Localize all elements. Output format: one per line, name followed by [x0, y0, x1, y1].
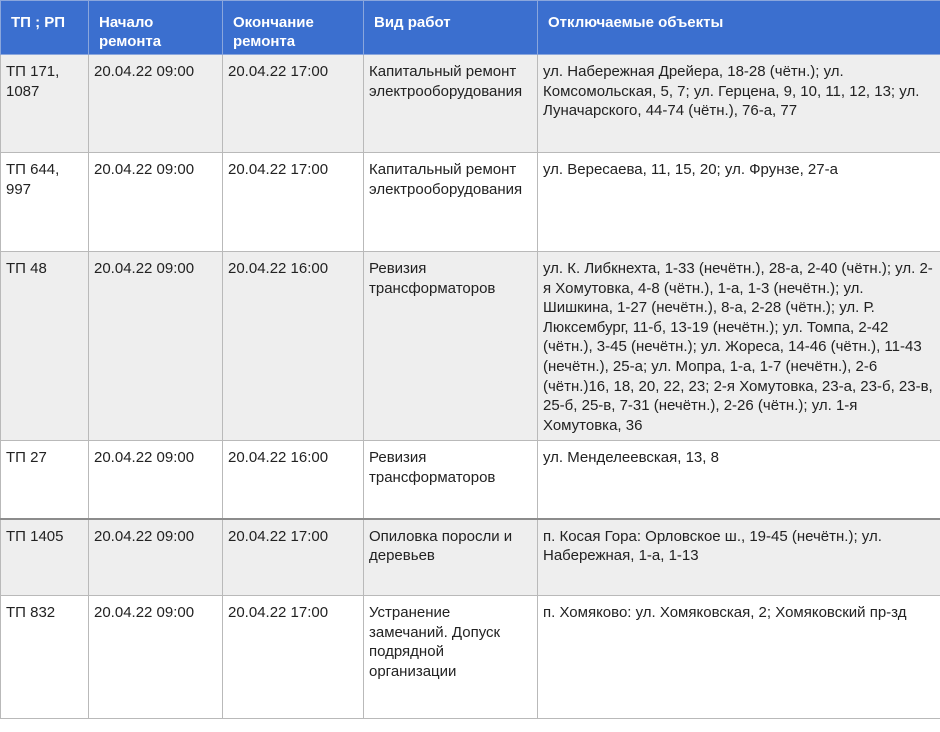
header-objects: Отключаемые объекты	[538, 1, 940, 55]
cell-start: 20.04.22 09:00	[89, 441, 223, 519]
cell-objects: ул. Набережная Дрейера, 18-28 (чётн.); ул. Комсомольская, 5, 7; ул. Герцена, 9, 10, 11, 12, 13; ул. Луначарского, 44-74 (чётн.), 76-а, 77	[538, 55, 940, 153]
cell-work: Ревизия трансформаторов	[364, 441, 538, 519]
table-row	[1, 519, 940, 596]
cell-tp: ТП 832	[1, 596, 89, 719]
header-start: Начало ремонта	[89, 1, 223, 55]
cell-end: 20.04.22 16:00	[223, 441, 364, 519]
cell-objects: ул. Менделеевская, 13, 8	[538, 441, 940, 519]
table-row	[1, 252, 940, 441]
cell-objects: п. Хомяково: ул. Хомяковская, 2; Хомяковский пр-зд	[538, 596, 940, 719]
cell-start: 20.04.22 09:00	[89, 153, 223, 252]
cell-start: 20.04.22 09:00	[89, 252, 223, 441]
cell-tp: ТП 48	[1, 252, 89, 441]
cell-tp: ТП 171, 1087	[1, 55, 89, 153]
cell-tp: ТП 644, 997	[1, 153, 89, 252]
cell-end: 20.04.22 17:00	[223, 55, 364, 153]
cell-work: Ревизия трансформаторов	[364, 252, 538, 441]
cell-objects: ул. К. Либкнехта, 1-33 (нечётн.), 28-а, 2-40 (чётн.); ул. 2-я Хомутовка, 4-8 (чётн.), 1-а, 1-3 (нечётн.); ул. Шишкина, 1-27 (нечётн.), 8-а, 2-28 (чётн.); ул. Р. Люксембург, 11-б, 13-19 (нечётн.); ул. Томпа, 2-42 (чётн.), 3-45 (нечётн.); ул. Жореса, 14-46 (чётн.), 11-43 (нечётн.), 25-а; ул. Мопра, 1-а, 1-7 (нечётн.), 2-6 (чётн.)16, 18, 20, 22, 23; 2-я Хомутовка, 23-а, 23-б, 23-в, 25-б, 25-в, 7-31 (нечётн.), 2-26 (чётн.); ул. 1-я Хомутовка, 36	[538, 252, 940, 441]
header-tp: ТП ; РП	[1, 1, 89, 55]
cell-start: 20.04.22 09:00	[89, 519, 223, 596]
cell-work: Устранение замечаний. Допуск подрядной организации	[364, 596, 538, 719]
table-row	[1, 55, 940, 153]
table-row	[1, 596, 940, 719]
cell-work: Капитальный ремонт электрооборудования	[364, 153, 538, 252]
header-work: Вид работ	[364, 1, 538, 55]
cell-objects: п. Косая Гора: Орловское ш., 19-45 (нечётн.); ул. Набережная, 1-а, 1-13	[538, 519, 940, 596]
cell-end: 20.04.22 16:00	[223, 252, 364, 441]
cell-start: 20.04.22 09:00	[89, 55, 223, 153]
table-row	[1, 441, 940, 519]
cell-end: 20.04.22 17:00	[223, 153, 364, 252]
cell-tp: ТП 27	[1, 441, 89, 519]
cell-objects: ул. Вересаева, 11, 15, 20; ул. Фрунзе, 27-а	[538, 153, 940, 252]
table-row	[1, 153, 940, 252]
cell-end: 20.04.22 17:00	[223, 596, 364, 719]
cell-work: Капитальный ремонт электрооборудования	[364, 55, 538, 153]
cell-tp: ТП 1405	[1, 519, 89, 596]
header-end: Окончание ремонта	[223, 1, 364, 55]
table-header-row	[1, 1, 940, 55]
cell-work: Опиловка поросли и деревьев	[364, 519, 538, 596]
cell-start: 20.04.22 09:00	[89, 596, 223, 719]
cell-end: 20.04.22 17:00	[223, 519, 364, 596]
